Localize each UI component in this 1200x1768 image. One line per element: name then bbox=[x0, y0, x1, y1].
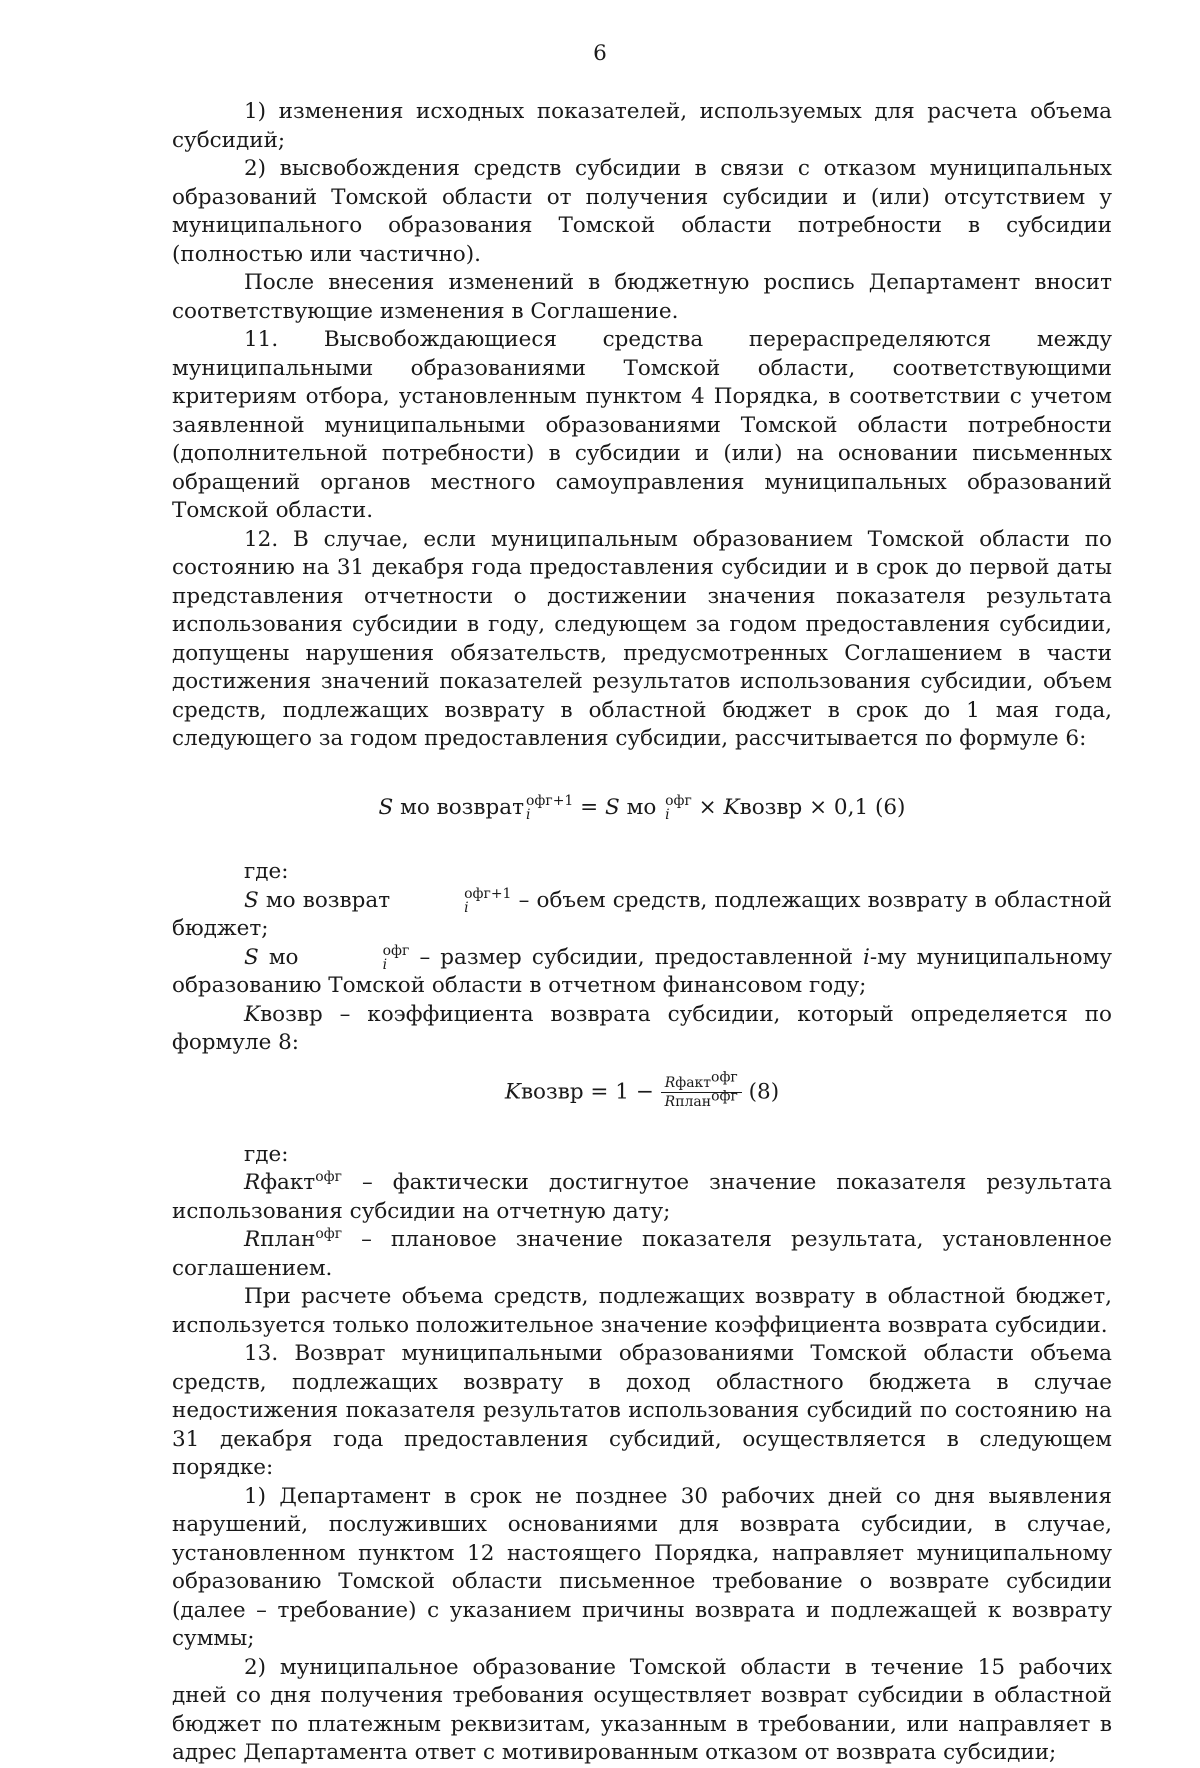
formula-text: план bbox=[675, 1093, 712, 1110]
definition-text: – размер субсидии, предоставленной bbox=[409, 944, 864, 970]
formula-sub: i bbox=[665, 806, 670, 823]
formula-var: R bbox=[244, 1227, 261, 1252]
formula-var: S bbox=[244, 887, 259, 913]
paragraph: 2) высвобождения средств субсидии в связи с отказом муниципальных образований Томской области от получения субсидии и (или) отсутствием у муниципального образования Томской области потребности в субсидии (полностью или частично). bbox=[172, 156, 1112, 267]
formula-var: K bbox=[504, 1079, 521, 1104]
formula-text: возвр bbox=[739, 794, 803, 820]
definition-k-return bbox=[172, 1001, 1112, 1058]
where-label: где: bbox=[244, 859, 289, 884]
paragraph: 2) муниципальное образование Томской области в течение 15 рабочих дней со дня получения требования осуществляет возврат субсидии в областной бюджет по платежным реквизитам, указанным в требовании, или направляет в адрес Департамента ответ с мотивированным отказом от возврата субсидии; bbox=[172, 1654, 1112, 1765]
formula-sub: i bbox=[464, 899, 469, 916]
formula-text: план bbox=[260, 1227, 316, 1252]
formula-var: K bbox=[723, 794, 740, 820]
formula-text: = 1 − bbox=[583, 1079, 661, 1104]
formula-sup: офг bbox=[382, 942, 410, 959]
definition-r-fact bbox=[172, 1169, 1112, 1226]
formula-number: (8) bbox=[741, 1079, 780, 1104]
formula-var: S bbox=[605, 794, 620, 820]
formula-sub: i bbox=[382, 956, 388, 973]
definition-r-plan bbox=[172, 1226, 1112, 1283]
page-number: 6 bbox=[593, 41, 607, 66]
formula-text: возвр bbox=[520, 1079, 584, 1104]
paragraph: При расчете объема средств, подлежащих возврату в областной бюджет, используется только положительное значение коэффициента возврата субсидии. bbox=[172, 1284, 1112, 1338]
formula-text: мо bbox=[619, 794, 664, 820]
formula-var: R bbox=[664, 1074, 676, 1091]
formula-index bbox=[392, 887, 511, 915]
definition-text: -му муниципальному образованию Томской области в отчетном финансовом году; bbox=[172, 944, 1112, 998]
paragraph: 13. Возврат муниципальными образованиями Томской области объема средств, подлежащих возврату в доход областного бюджета в случае недостижения показателя результатов использования субсидий по состоянию на 31 декабря года предоставления субсидий, осуществляется в следующем порядке: bbox=[172, 1341, 1112, 1480]
paragraph: После внесения изменений в бюджетную роспись Департамент вносит соответствующие изменения в Соглашение. bbox=[172, 270, 1112, 324]
definition-text: – плановое значение показателя результата, установленное соглашением. bbox=[172, 1227, 1112, 1281]
formula-sup: офг bbox=[315, 1225, 343, 1242]
formula-text: = bbox=[573, 794, 606, 820]
definition-text: возвр – коэффициента возврата субсидии, который определяется по формуле 8: bbox=[172, 1001, 1112, 1055]
formula-sup: офг bbox=[315, 1168, 342, 1185]
formula-text: мо возврат bbox=[393, 794, 524, 820]
paragraph: 1) изменения исходных показателей, используемых для расчета объема субсидий; bbox=[172, 99, 1112, 153]
formula-number: (6) bbox=[874, 794, 906, 820]
formula-text: × 0,1 bbox=[802, 794, 875, 820]
formula-sup: офг+1 bbox=[464, 885, 512, 902]
formula-text: × bbox=[691, 794, 724, 820]
formula-var: S bbox=[244, 944, 259, 970]
document-body bbox=[172, 98, 1112, 1768]
formula-var: S bbox=[378, 794, 394, 820]
formula-text: мо bbox=[258, 944, 309, 970]
formula-text: факт bbox=[260, 1170, 316, 1195]
fraction-denominator bbox=[661, 1087, 742, 1111]
definition-text: – объем средств, подлежащих возврату в областной бюджет; bbox=[172, 887, 1112, 941]
where-label: где: bbox=[244, 1141, 289, 1167]
formula-sup: офг bbox=[711, 1068, 738, 1085]
formula-index bbox=[665, 794, 692, 822]
formula-text: факт bbox=[675, 1074, 712, 1091]
formula-sup: офг+1 bbox=[525, 792, 574, 809]
formula-6 bbox=[172, 754, 1112, 859]
formula-sub: i bbox=[525, 806, 531, 823]
formula-index bbox=[526, 794, 573, 822]
paragraph: 11. Высвобождающиеся средства перераспределяются между муниципальными образованиями Томской области, соответствующими критериям отбора, установленным пунктом 4 Порядка, в соответствии с учетом заявленной муниципальными образованиями Томской области потребности (дополнительной потребности) в субсидии и (или) на основании письменных обращений органов местного самоуправления муниципальных образований Томской области. bbox=[172, 327, 1112, 523]
formula-sup: офг bbox=[665, 792, 692, 809]
paragraph: 1) Департамент в срок не позднее 30 рабочих дней со дня выявления нарушений, послуживших основаниями для возврата субсидии, в случае, установленном пунктом 12 настоящего Порядка, направляет муниципальному образованию Томской области письменное требование о возврате субсидии (далее – требование) с указанием причины возврата и подлежащей к возврату суммы; bbox=[172, 1483, 1112, 1651]
formula-var: K bbox=[244, 1001, 261, 1027]
fraction bbox=[661, 1068, 742, 1111]
formula-8 bbox=[172, 1058, 1112, 1141]
formula-index bbox=[311, 944, 410, 972]
formula-var: R bbox=[244, 1170, 261, 1195]
formula-var: R bbox=[664, 1093, 676, 1110]
formula-text: мо возврат bbox=[258, 887, 391, 913]
definition-s-subsidy bbox=[172, 944, 1112, 1001]
definition-s-return bbox=[172, 887, 1112, 944]
formula-var: i bbox=[863, 944, 870, 970]
definition-text: – фактически достигнутое значение показателя результата использования субсидии на отчетную дату; bbox=[172, 1170, 1112, 1224]
paragraph: 12. В случае, если муниципальным образованием Томской области по состоянию на 31 декабря года предоставления субсидии и в срок до первой даты представления отчетности о достижении значения показателя результата использования субсидии в году, следующем за годом предоставления субсидии, допущены нарушения обязательств, предусмотренных Соглашением в части достижения значений показателей результатов использования субсидии, объем средств, подлежащих возврату в областной бюджет в срок до 1 мая года, следующего за годом предоставления субсидии, рассчитывается по формуле 6: bbox=[172, 526, 1112, 751]
formula-sup: офг bbox=[711, 1087, 738, 1104]
